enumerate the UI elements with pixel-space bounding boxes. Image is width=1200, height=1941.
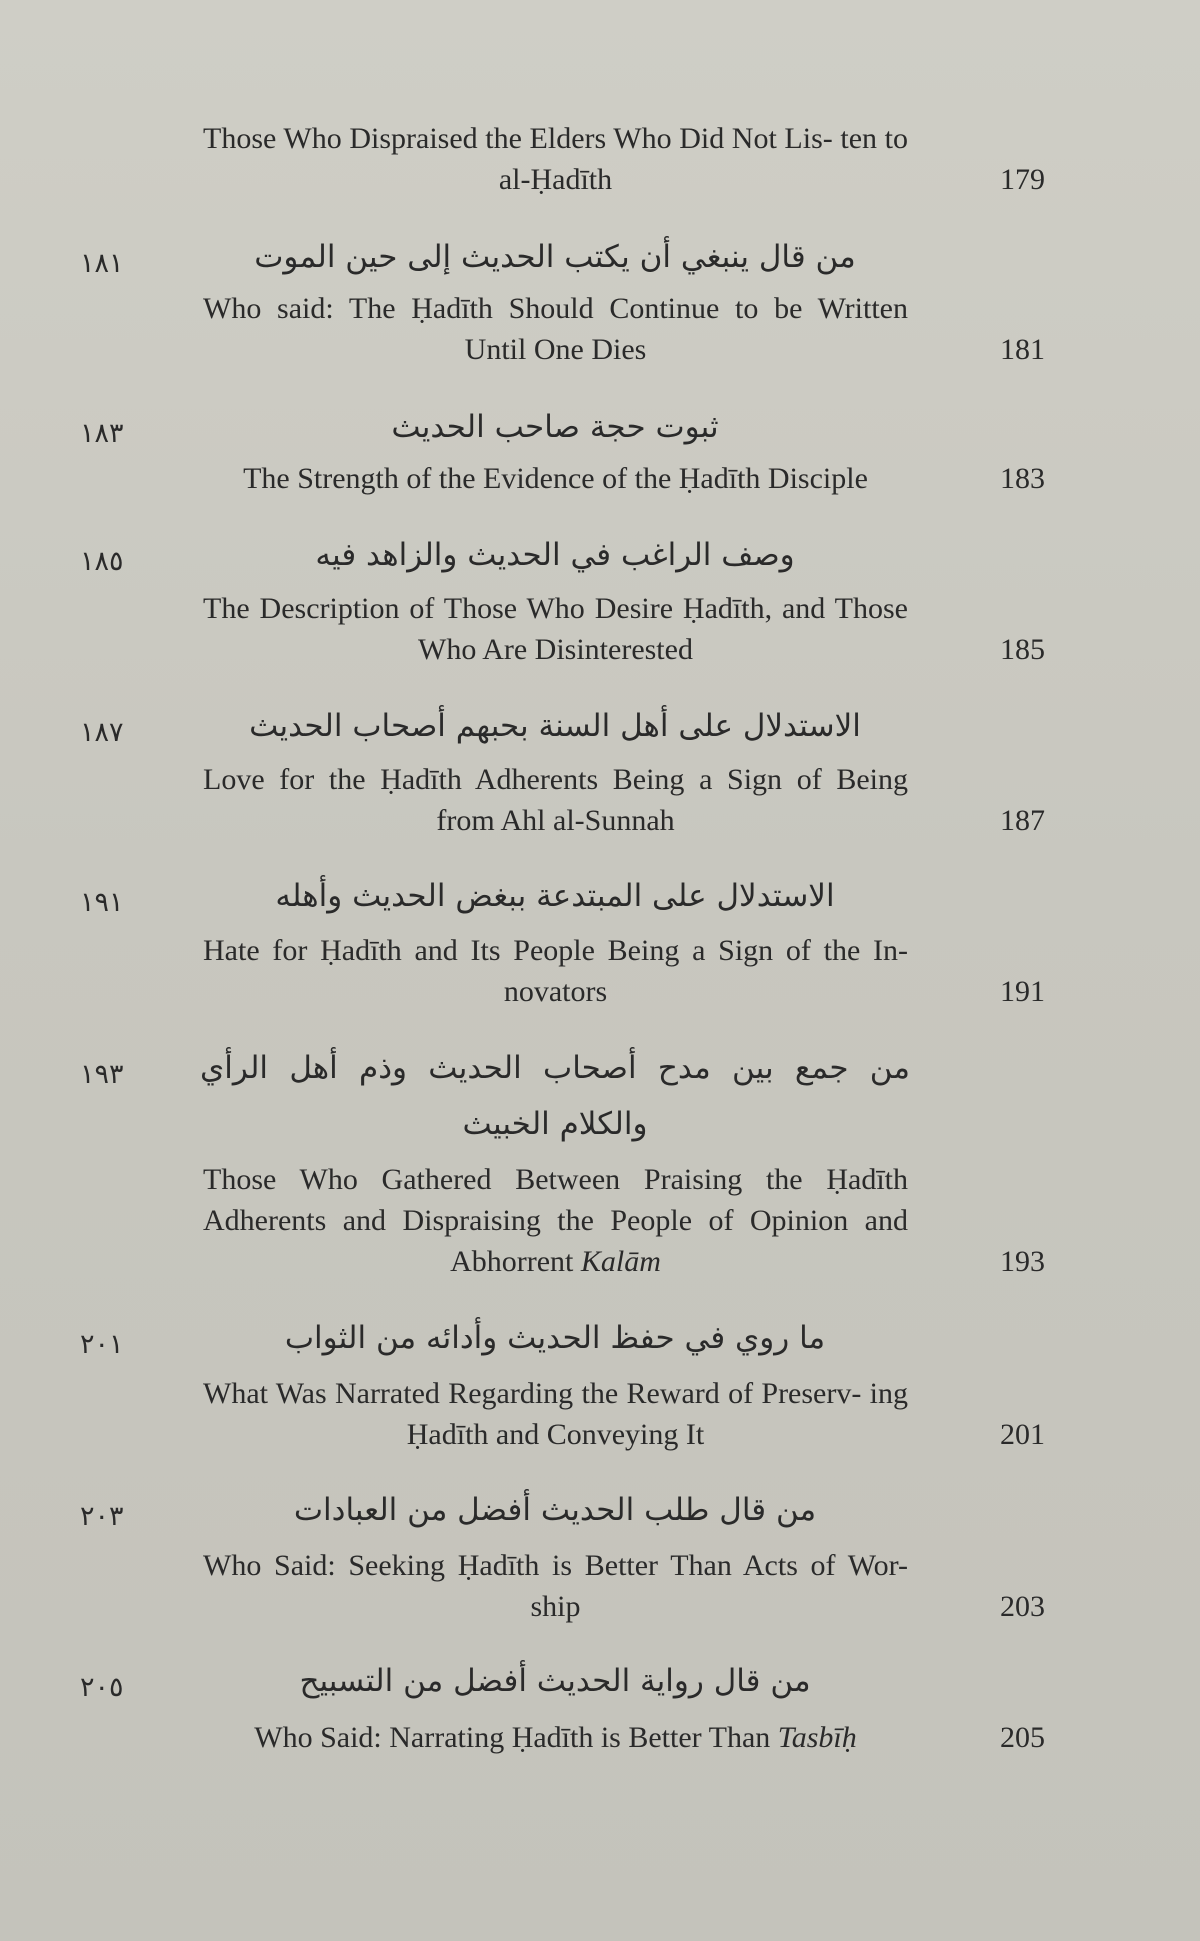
toc-arabic-page-number: ٢٠٥ <box>80 1672 124 1703</box>
toc-entry-arabic: الاستدلال على المبتدعة ببغض الحديث وأهله <box>275 878 835 914</box>
toc-entry-english: Who Said: Seeking Ḥadīth is Better Than Acts of Wor- ship <box>203 1549 908 1623</box>
toc-entry-english: Who said: The Ḥadīth Should Continue to be Written Until One Dies <box>203 292 908 366</box>
toc-page-number: 193 <box>1000 1245 1045 1278</box>
toc-entry-english <box>203 1717 908 1758</box>
toc-page-number: 185 <box>1000 633 1045 666</box>
toc-entry-arabic: من جمع بين مدح أصحاب الحديث وذم أهل الرأي والكلام الخبيث <box>200 1050 910 1142</box>
toc-page-number: 203 <box>1000 1590 1045 1623</box>
toc-entry-english: What Was Narrated Regarding the Reward of Preserv- ing Ḥadīth and Conveying It <box>203 1377 908 1451</box>
toc-arabic-page-number: ١٨٧ <box>80 717 124 748</box>
toc-entry-english-italic: Tasbīḥ <box>777 1721 857 1754</box>
toc-entry-arabic: من قال رواية الحديث أفضل من التسبيح <box>299 1663 811 1699</box>
toc-entry-english: The Strength of the Evidence of the Ḥadīth Disciple <box>243 462 868 495</box>
toc-entry-english-text: Who Said: Narrating Ḥadīth is Better Than <box>254 1721 771 1754</box>
toc-page-number: 191 <box>1000 975 1045 1008</box>
toc-entry-english <box>203 1159 908 1282</box>
toc-entry-arabic: وصف الراغب في الحديث والزاهد فيه <box>315 537 795 573</box>
toc-page-number: 201 <box>1000 1418 1045 1451</box>
toc-entry-arabic: من قال طلب الحديث أفضل من العبادات <box>293 1492 817 1528</box>
toc-page-number: 187 <box>1000 804 1045 837</box>
toc-entry-arabic: الاستدلال على أهل السنة بحبهم أصحاب الحديث <box>249 708 861 744</box>
toc-arabic-page-number: ٢٠١ <box>80 1329 124 1360</box>
toc-entry-arabic: ثبوت حجة صاحب الحديث <box>391 409 719 445</box>
toc-page-number: 183 <box>1000 462 1045 495</box>
toc-page-number: 181 <box>1000 333 1045 366</box>
toc-arabic-page-number: ١٨٣ <box>80 418 124 449</box>
toc-arabic-page-number: ١٩١ <box>80 887 124 918</box>
toc-entry-arabic: ما روي في حفظ الحديث وأدائه من الثواب <box>284 1320 826 1356</box>
toc-arabic-page-number: ٢٠٣ <box>80 1501 124 1532</box>
toc-entry-english-text: Those Who Gathered Between Praising the Ḥadīth Adherents and Dispraising the People of Opinion and Abhorrent <box>203 1163 908 1278</box>
toc-entry-arabic: من قال ينبغي أن يكتب الحديث إلى حين الموت <box>254 239 856 275</box>
toc-entry-english: The Description of Those Who Desire Ḥadīth, and Those Who Are Disinterested <box>203 592 908 666</box>
toc-entry-english-italic: Kalām <box>580 1245 661 1278</box>
toc-arabic-page-number: ١٨١ <box>80 248 124 279</box>
toc-entry-english: Hate for Ḥadīth and Its People Being a Sign of the In- novators <box>203 934 908 1008</box>
toc-page-number: 179 <box>1000 163 1045 196</box>
toc-entry-english: Those Who Dispraised the Elders Who Did Not Lis- ten to al-Ḥadīth <box>203 122 908 196</box>
toc-entry-english: Love for the Ḥadīth Adherents Being a Sign of Being from Ahl al-Sunnah <box>203 763 908 837</box>
toc-page-number: 205 <box>1000 1721 1045 1754</box>
toc-arabic-page-number: ١٩٣ <box>80 1059 124 1090</box>
toc-arabic-page-number: ١٨٥ <box>80 546 124 577</box>
